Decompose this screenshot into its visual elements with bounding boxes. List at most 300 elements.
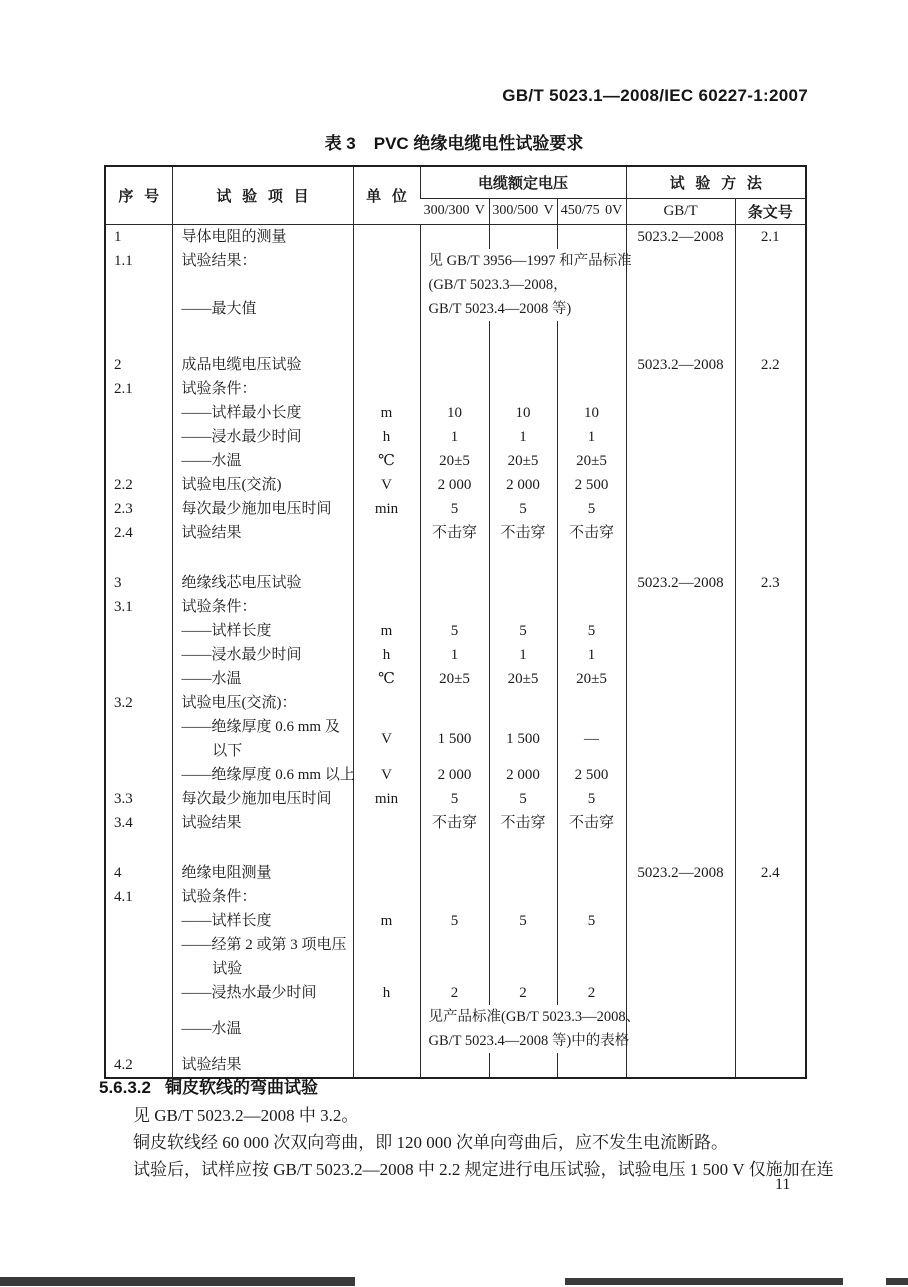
cell-no	[105, 321, 172, 353]
cell-v: 5	[420, 787, 489, 811]
cell-no	[105, 933, 172, 981]
cell-gbt	[626, 667, 735, 691]
cell-clause	[735, 1053, 806, 1078]
cell-unit: h	[353, 643, 420, 667]
scan-artifact-bar	[886, 1278, 908, 1285]
section-number: 5.6.3.2	[99, 1078, 151, 1097]
cell-unit	[353, 811, 420, 835]
cell-clause: 2.2	[735, 353, 806, 377]
cell-gbt	[626, 691, 735, 715]
cell-clause	[735, 1005, 806, 1053]
cell-item: 绝缘电阻测量	[172, 861, 353, 885]
cell-v	[420, 835, 489, 861]
cell-v	[557, 321, 626, 353]
cell-v: 1	[489, 643, 557, 667]
cell-v: 10	[557, 401, 626, 425]
cell-item: 绝缘线芯电压试验	[172, 571, 353, 595]
paragraph: 见 GB/T 5023.2—2008 中 3.2。	[133, 1106, 359, 1125]
cell-no: 1.1	[114, 252, 133, 269]
cell-v: 不击穿	[557, 521, 626, 545]
table-row	[105, 473, 806, 497]
table-title	[0, 129, 908, 154]
col-header-rated-voltage-group: 电缆额定电压	[420, 166, 626, 198]
cell-gbt: 5023.2—2008	[626, 353, 735, 377]
cell-v: 1 500	[420, 715, 489, 763]
cell-gbt	[626, 449, 735, 473]
cell-v: 5	[489, 909, 557, 933]
cell-clause	[735, 595, 806, 619]
cell-gbt	[626, 933, 735, 981]
col-header-item: 试 验 项 目	[172, 166, 353, 224]
scan-artifact-bar	[565, 1278, 843, 1285]
cell-clause	[735, 497, 806, 521]
cell-no	[105, 425, 172, 449]
cell-span: 见产品标准(GB/T 5023.3—2008、 GB/T 5023.4—2008 等)中的表格	[420, 1005, 626, 1053]
cell-item: 试验条件：	[172, 885, 353, 909]
cell-no: 3.3	[114, 790, 133, 807]
cell-clause	[735, 401, 806, 425]
table-row	[105, 933, 806, 981]
cell-item: ——经第 2 或第 3 项电压 试验	[172, 933, 353, 981]
section-heading	[99, 1076, 861, 1100]
footer-section	[99, 1076, 861, 1183]
cell-clause	[735, 643, 806, 667]
cell-v	[557, 353, 626, 377]
table-row	[105, 667, 806, 691]
cell-item: 试验结果	[172, 521, 353, 545]
cell-unit	[353, 249, 420, 273]
cell-v: 5	[420, 619, 489, 643]
cell-no	[105, 619, 172, 643]
cell-clause	[735, 933, 806, 981]
cell-gbt	[626, 425, 735, 449]
table-row	[105, 449, 806, 473]
cell-v: 2	[489, 981, 557, 1005]
cell-unit	[353, 691, 420, 715]
cell-unit: ℃	[353, 449, 420, 473]
cell-gbt	[626, 297, 735, 321]
table-row	[105, 521, 806, 545]
cell-item	[172, 273, 353, 297]
col-header-seq: 序 号	[105, 166, 172, 224]
table-row	[105, 811, 806, 835]
cell-gbt	[626, 473, 735, 497]
table-row	[105, 377, 806, 401]
cell-unit: ℃	[353, 667, 420, 691]
cell-v: 不击穿	[420, 521, 489, 545]
cell-unit: m	[353, 619, 420, 643]
cell-v	[489, 353, 557, 377]
cell-no: 3.2	[114, 694, 133, 711]
cell-unit	[353, 571, 420, 595]
cell-item: ——浸水最少时间	[172, 425, 353, 449]
cell-v: 5	[489, 497, 557, 521]
cell-unit	[353, 1005, 420, 1053]
cell-gbt	[626, 763, 735, 787]
cell-v: 20±5	[420, 449, 489, 473]
cell-no	[105, 545, 172, 571]
table-row	[105, 643, 806, 667]
cell-gbt	[626, 249, 735, 273]
cell-v	[489, 224, 557, 249]
cell-unit: V	[353, 715, 420, 763]
cell-v	[557, 595, 626, 619]
cell-clause	[735, 787, 806, 811]
cell-unit	[353, 377, 420, 401]
cell-v: 1 500	[489, 715, 557, 763]
cell-unit	[353, 595, 420, 619]
cell-v	[557, 691, 626, 715]
cell-clause: 2.3	[735, 571, 806, 595]
col-header-unit: 单 位	[353, 166, 420, 224]
cell-clause	[735, 297, 806, 321]
cell-gbt	[626, 811, 735, 835]
cell-v	[557, 571, 626, 595]
table-header	[105, 166, 806, 224]
cell-v: 5	[420, 497, 489, 521]
table-row	[105, 595, 806, 619]
cell-unit: m	[353, 909, 420, 933]
table-row	[105, 249, 806, 273]
cell-v: 5	[557, 909, 626, 933]
cell-v	[420, 885, 489, 909]
cell-v: 5	[420, 909, 489, 933]
paragraph: 试验后，试样应按 GB/T 5023.2—2008 中 2.2 规定进行电压试验，试验电压 1 500 V 仅施加在连	[133, 1160, 834, 1179]
table-row	[105, 1005, 806, 1053]
cell-item: 试验结果：	[172, 249, 353, 273]
cell-no: 1	[114, 228, 122, 245]
table-row	[105, 787, 806, 811]
table-row	[105, 909, 806, 933]
cell-no	[105, 1005, 172, 1053]
cell-v	[489, 835, 557, 861]
cell-clause	[735, 425, 806, 449]
cell-unit	[353, 297, 420, 321]
cell-no: 2.4	[114, 524, 133, 541]
cell-item	[172, 545, 353, 571]
cell-v: 20±5	[489, 667, 557, 691]
cell-clause	[735, 473, 806, 497]
cell-span: 见 GB/T 3956—1997 和产品标准	[420, 249, 626, 273]
table-spacer-row	[105, 835, 806, 861]
cell-item: ——浸水最少时间	[172, 643, 353, 667]
cell-v: 20±5	[557, 667, 626, 691]
cell-v: 不击穿	[420, 811, 489, 835]
cell-unit	[353, 224, 420, 249]
cell-gbt	[626, 885, 735, 909]
cell-unit	[353, 1053, 420, 1078]
cell-clause	[735, 811, 806, 835]
table-row	[105, 401, 806, 425]
cell-item: 试验条件：	[172, 377, 353, 401]
cell-unit: h	[353, 981, 420, 1005]
cell-gbt	[626, 321, 735, 353]
cell-v	[557, 835, 626, 861]
cell-clause	[735, 835, 806, 861]
cell-gbt	[626, 545, 735, 571]
cell-unit: min	[353, 787, 420, 811]
cell-v: 1	[420, 425, 489, 449]
table-title-label: 表 3	[324, 134, 356, 153]
cell-v: 1	[489, 425, 557, 449]
cell-v	[489, 377, 557, 401]
cell-gbt	[626, 273, 735, 297]
cell-v	[557, 224, 626, 249]
cell-v	[420, 1053, 489, 1078]
col-header-voltage-300-300: 300/300 V	[420, 198, 489, 224]
cell-gbt: 5023.2—2008	[626, 861, 735, 885]
cell-clause	[735, 321, 806, 353]
cell-gbt	[626, 643, 735, 667]
table-row	[105, 224, 806, 249]
cell-v	[489, 595, 557, 619]
cell-no: 2.2	[114, 476, 133, 493]
cell-unit: m	[353, 401, 420, 425]
cell-no: 4	[114, 864, 122, 881]
cell-item: ——绝缘厚度 0.6 mm 及 以下	[172, 715, 353, 763]
cell-v	[557, 861, 626, 885]
table-row	[105, 353, 806, 377]
table-row	[105, 425, 806, 449]
cell-v: —	[557, 715, 626, 763]
cell-item: 试验结果	[172, 811, 353, 835]
cell-no: 4.2	[114, 1056, 133, 1073]
table-row	[105, 981, 806, 1005]
cell-unit	[353, 273, 420, 297]
cell-v: 2 000	[489, 473, 557, 497]
table-row	[105, 885, 806, 909]
cell-v	[420, 321, 489, 353]
cell-gbt	[626, 715, 735, 763]
cell-gbt	[626, 1005, 735, 1053]
cell-clause	[735, 667, 806, 691]
cell-unit: h	[353, 425, 420, 449]
cell-clause	[735, 763, 806, 787]
cell-gbt	[626, 1053, 735, 1078]
cell-v	[557, 933, 626, 981]
cell-clause	[735, 521, 806, 545]
cell-gbt	[626, 909, 735, 933]
cell-gbt: 5023.2—2008	[626, 571, 735, 595]
table-row	[105, 273, 806, 297]
cell-gbt	[626, 497, 735, 521]
cell-item: ——试样最小长度	[172, 401, 353, 425]
paragraph: 铜皮软线经 60 000 次双向弯曲，即 120 000 次单向弯曲后，应不发生电流断路。	[133, 1133, 728, 1152]
cell-v	[489, 885, 557, 909]
cell-v: 1	[557, 643, 626, 667]
cell-item: 每次最少施加电压时间	[172, 497, 353, 521]
cell-clause	[735, 545, 806, 571]
cell-unit: V	[353, 473, 420, 497]
cell-clause	[735, 909, 806, 933]
cell-item	[172, 321, 353, 353]
col-header-gbt: GB/T	[626, 198, 735, 224]
table-row	[105, 497, 806, 521]
table-row	[105, 297, 806, 321]
table-title-text: PVC 绝缘电缆电性试验要求	[373, 134, 584, 153]
cell-no	[105, 667, 172, 691]
cell-unit	[353, 861, 420, 885]
cell-v	[420, 545, 489, 571]
cell-item: ——水温	[172, 449, 353, 473]
table-body	[105, 224, 806, 1078]
cell-v: 5	[489, 619, 557, 643]
cell-v	[557, 1053, 626, 1078]
cell-v	[489, 933, 557, 981]
cell-v: 20±5	[489, 449, 557, 473]
col-header-voltage-450-750: 450/75 0V	[557, 198, 626, 224]
cell-unit	[353, 321, 420, 353]
cell-item: 试验条件：	[172, 595, 353, 619]
cell-clause	[735, 619, 806, 643]
cell-gbt	[626, 377, 735, 401]
cell-no	[105, 835, 172, 861]
cell-clause	[735, 715, 806, 763]
cell-clause	[735, 249, 806, 273]
table-row	[105, 861, 806, 885]
cell-item: ——试样长度	[172, 909, 353, 933]
cell-v	[557, 885, 626, 909]
cell-gbt	[626, 787, 735, 811]
cell-v: 10	[420, 401, 489, 425]
cell-unit: min	[353, 497, 420, 521]
cell-v: 5	[557, 787, 626, 811]
cell-clause	[735, 377, 806, 401]
cell-gbt	[626, 401, 735, 425]
cell-no: 2.3	[114, 500, 133, 517]
cell-span: (GB/T 5023.3—2008，	[420, 273, 626, 297]
cell-item: ——绝缘厚度 0.6 mm 以上	[172, 763, 353, 787]
cell-gbt: 5023.2—2008	[626, 224, 735, 249]
cell-v: 2 000	[420, 763, 489, 787]
cell-no	[105, 401, 172, 425]
cell-clause: 2.1	[735, 224, 806, 249]
cell-item: ——试样长度	[172, 619, 353, 643]
cell-v	[420, 353, 489, 377]
page-number: 11	[775, 1176, 791, 1193]
cell-v	[557, 377, 626, 401]
cell-v: 5	[557, 497, 626, 521]
cell-gbt	[626, 981, 735, 1005]
cell-v: 10	[489, 401, 557, 425]
col-header-voltage-300-500: 300/500 V	[489, 198, 557, 224]
cell-item: 导体电阻的测量	[172, 224, 353, 249]
cell-v: 2 500	[557, 763, 626, 787]
cell-unit: V	[353, 763, 420, 787]
cell-v: 2 000	[420, 473, 489, 497]
cell-clause	[735, 449, 806, 473]
cell-v: 不击穿	[489, 811, 557, 835]
cell-v	[420, 377, 489, 401]
cell-no	[105, 909, 172, 933]
cell-clause	[735, 885, 806, 909]
cell-v: 不击穿	[557, 811, 626, 835]
cell-v	[489, 571, 557, 595]
cell-no: 2	[114, 356, 122, 373]
cell-v	[420, 933, 489, 981]
cell-unit	[353, 885, 420, 909]
cell-no: 3.4	[114, 814, 133, 831]
section-heading-text: 铜皮软线的弯曲试验	[165, 1078, 318, 1097]
cell-v	[489, 1053, 557, 1078]
cell-no	[105, 715, 172, 763]
cell-v: 2	[557, 981, 626, 1005]
cell-gbt	[626, 619, 735, 643]
cell-item: ——水温	[172, 1005, 353, 1053]
cell-v: 20±5	[420, 667, 489, 691]
scan-artifact-bar	[0, 1277, 355, 1286]
cell-item: ——水温	[172, 667, 353, 691]
cell-item: 每次最少施加电压时间	[172, 787, 353, 811]
cell-v: 5	[489, 787, 557, 811]
cell-item: ——最大值	[172, 297, 353, 321]
cell-no	[105, 297, 172, 321]
cell-v: 1	[420, 643, 489, 667]
cell-gbt	[626, 521, 735, 545]
cell-v	[489, 545, 557, 571]
col-header-clause: 条文号	[735, 198, 806, 224]
cell-clause	[735, 273, 806, 297]
table-row	[105, 763, 806, 787]
cell-v	[420, 224, 489, 249]
cell-unit	[353, 933, 420, 981]
cell-gbt	[626, 835, 735, 861]
cell-clause	[735, 981, 806, 1005]
cell-v: 2	[420, 981, 489, 1005]
cell-no: 3	[114, 574, 122, 591]
cell-no: 3.1	[114, 598, 133, 615]
cell-clause	[735, 691, 806, 715]
cell-v	[489, 861, 557, 885]
cell-clause: 2.4	[735, 861, 806, 885]
cell-no: 4.1	[114, 888, 133, 905]
cell-v	[420, 861, 489, 885]
cell-v	[420, 691, 489, 715]
cell-no	[105, 763, 172, 787]
cell-no	[105, 273, 172, 297]
cell-v: 5	[557, 619, 626, 643]
cell-v	[489, 321, 557, 353]
cell-item	[172, 835, 353, 861]
cell-v	[489, 691, 557, 715]
cell-item: 试验电压(交流)：	[172, 691, 353, 715]
table-row	[105, 691, 806, 715]
cell-no: 2.1	[114, 380, 133, 397]
cell-v	[420, 571, 489, 595]
cell-v: 2 000	[489, 763, 557, 787]
table-row	[105, 619, 806, 643]
cell-v	[420, 595, 489, 619]
cell-item: 试验结果	[172, 1053, 353, 1078]
cell-no	[105, 643, 172, 667]
standard-number-header: GB/T 5023.1—2008/IEC 60227-1:2007	[502, 86, 808, 105]
cell-unit	[353, 521, 420, 545]
cell-v: 2 500	[557, 473, 626, 497]
cell-item: 试验电压(交流)	[172, 473, 353, 497]
cell-unit	[353, 353, 420, 377]
cell-item: ——浸热水最少时间	[172, 981, 353, 1005]
table-row	[105, 1053, 806, 1078]
table-spacer-row	[105, 321, 806, 353]
cell-unit	[353, 835, 420, 861]
table-row	[105, 571, 806, 595]
table-row	[105, 715, 806, 763]
cell-no	[105, 981, 172, 1005]
cell-span: GB/T 5023.4—2008 等)	[420, 297, 626, 321]
table-spacer-row	[105, 545, 806, 571]
cell-unit	[353, 545, 420, 571]
cell-v: 不击穿	[489, 521, 557, 545]
